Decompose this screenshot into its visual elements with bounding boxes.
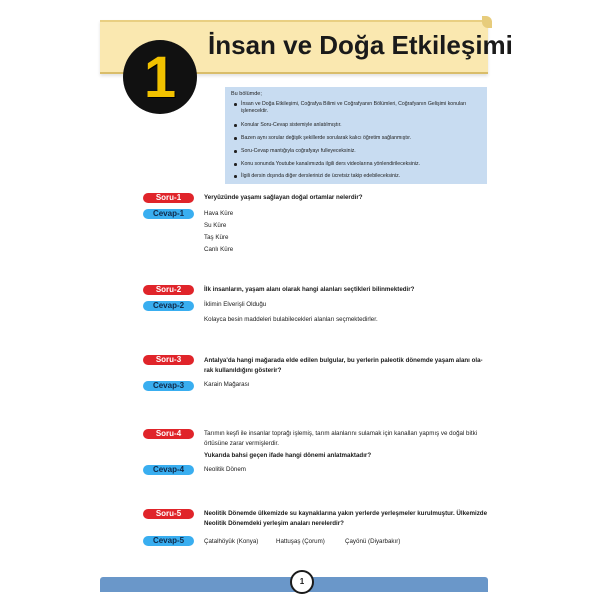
intro-item-text: Konular Soru-Cevap sistemiyle anlatılmıştır. bbox=[241, 122, 342, 128]
answer-5-item: Çayönü (Diyarbakır) bbox=[345, 538, 401, 545]
intro-item-text: Bazen aynı sorular değişik şekillerde sorularak kalıcı öğretim sağlanmıştır. bbox=[241, 135, 412, 141]
answer-5-item: Hattuşaş (Çorum) bbox=[276, 538, 325, 545]
intro-list-item bbox=[241, 173, 481, 180]
cevap-2-label: Cevap-2 bbox=[143, 301, 194, 311]
page-number: 1 bbox=[290, 570, 314, 594]
soru-4-label: Soru-4 bbox=[143, 429, 194, 439]
answer-1-line: Taş Küre bbox=[204, 234, 229, 241]
answer-1-line: Su Küre bbox=[204, 222, 227, 229]
question-3-text: rak kullanıldığını gösterir? bbox=[204, 367, 282, 374]
cevap-5-label: Cevap-5 bbox=[143, 536, 194, 546]
question-4-context: Tarımın keşfi ile insanlar toprağı işlemiş, tarım alanlarını sulamak için kanalları yapmış ve doğal bitki bbox=[204, 430, 478, 437]
bullet-icon bbox=[234, 163, 237, 166]
question-4-context: örtüsüne zarar vermişlerdir. bbox=[204, 440, 279, 447]
intro-list-item bbox=[241, 135, 481, 142]
answer-4-line: Neolitik Dönem bbox=[204, 466, 246, 473]
answer-1-line: Hava Küre bbox=[204, 210, 234, 217]
intro-list-item bbox=[241, 148, 481, 155]
intro-item-text: Konu sonunda Youtube kanalımızda ilgili ders videolarına yönlendirileceksiniz. bbox=[241, 161, 421, 167]
bullet-icon bbox=[234, 137, 237, 140]
chapter-number-badge bbox=[123, 40, 197, 114]
question-5-text: Neolitik Dönemdeki yerleşim anaları nerelerdir? bbox=[204, 520, 344, 527]
intro-heading: Bu bölümde; bbox=[231, 91, 262, 97]
question-3-text: Antalya'da hangi mağarada elde edilen bulgular, bu yerlerin paleotik dönemde yaşam alanı ola- bbox=[204, 357, 483, 364]
intro-list-item bbox=[241, 122, 481, 129]
answer-5-item: Çatalhöyük (Konya) bbox=[204, 538, 259, 545]
cevap-4-label: Cevap-4 bbox=[143, 465, 194, 475]
intro-list-item bbox=[241, 161, 481, 168]
cevap-3-label: Cevap-3 bbox=[143, 381, 194, 391]
soru-5-label: Soru-5 bbox=[143, 509, 194, 519]
intro-item-text: Soru-Cevap mantığıyla coğrafyayı fulleyeceksiniz. bbox=[241, 148, 356, 154]
soru-3-label: Soru-3 bbox=[143, 355, 194, 365]
question-4-text: Yukarıda bahsi geçen ifade hangi dönemi anlatmaktadır? bbox=[204, 452, 372, 459]
chapter-title: İnsan ve Doğa Etkileşimi bbox=[208, 30, 513, 60]
bullet-icon bbox=[234, 150, 237, 153]
answer-3-line: Karain Mağarası bbox=[204, 381, 250, 388]
intro-list-item bbox=[241, 101, 481, 115]
question-1-text: Yeryüzünde yaşamı sağlayan doğal ortamlar nelerdir? bbox=[204, 194, 363, 201]
bullet-icon bbox=[234, 103, 237, 106]
soru-2-label: Soru-2 bbox=[143, 285, 194, 295]
answer-2-line: Kolayca besin maddeleri bulabilecekleri alanları seçmektedirler. bbox=[204, 316, 378, 323]
intro-item-text: İnsan ve Doğa Etkileşimi, Coğrafya Bilimi ve Coğrafyanın Bölümleri, Coğrafyanın Gelişimi konuları işlenecektir. bbox=[241, 101, 467, 114]
answer-1-line: Canlı Küre bbox=[204, 246, 234, 253]
bullet-icon bbox=[234, 124, 237, 127]
cevap-1-label: Cevap-1 bbox=[143, 209, 194, 219]
chapter-number: 1 bbox=[143, 45, 177, 110]
question-5-text: Neolitik Dönemde ülkemizde su kaynaklarına yakın yerlerde yerleşmeler kurulmuştur. Ülkemizde bbox=[204, 510, 488, 517]
answer-2-line: İklimin Elverişli Olduğu bbox=[204, 301, 267, 308]
bullet-icon bbox=[234, 175, 237, 178]
intro-box bbox=[225, 87, 487, 184]
intro-item-text: İlgili dersin dışında diğer derslerinizi de ücretsiz takip edebileceksiniz. bbox=[241, 173, 401, 179]
banner-curl-decoration bbox=[482, 16, 492, 28]
soru-1-label: Soru-1 bbox=[143, 193, 194, 203]
question-2-text: İlk insanların, yaşam alanı olarak hangi alanları seçtikleri bilinmektedir? bbox=[204, 286, 415, 293]
